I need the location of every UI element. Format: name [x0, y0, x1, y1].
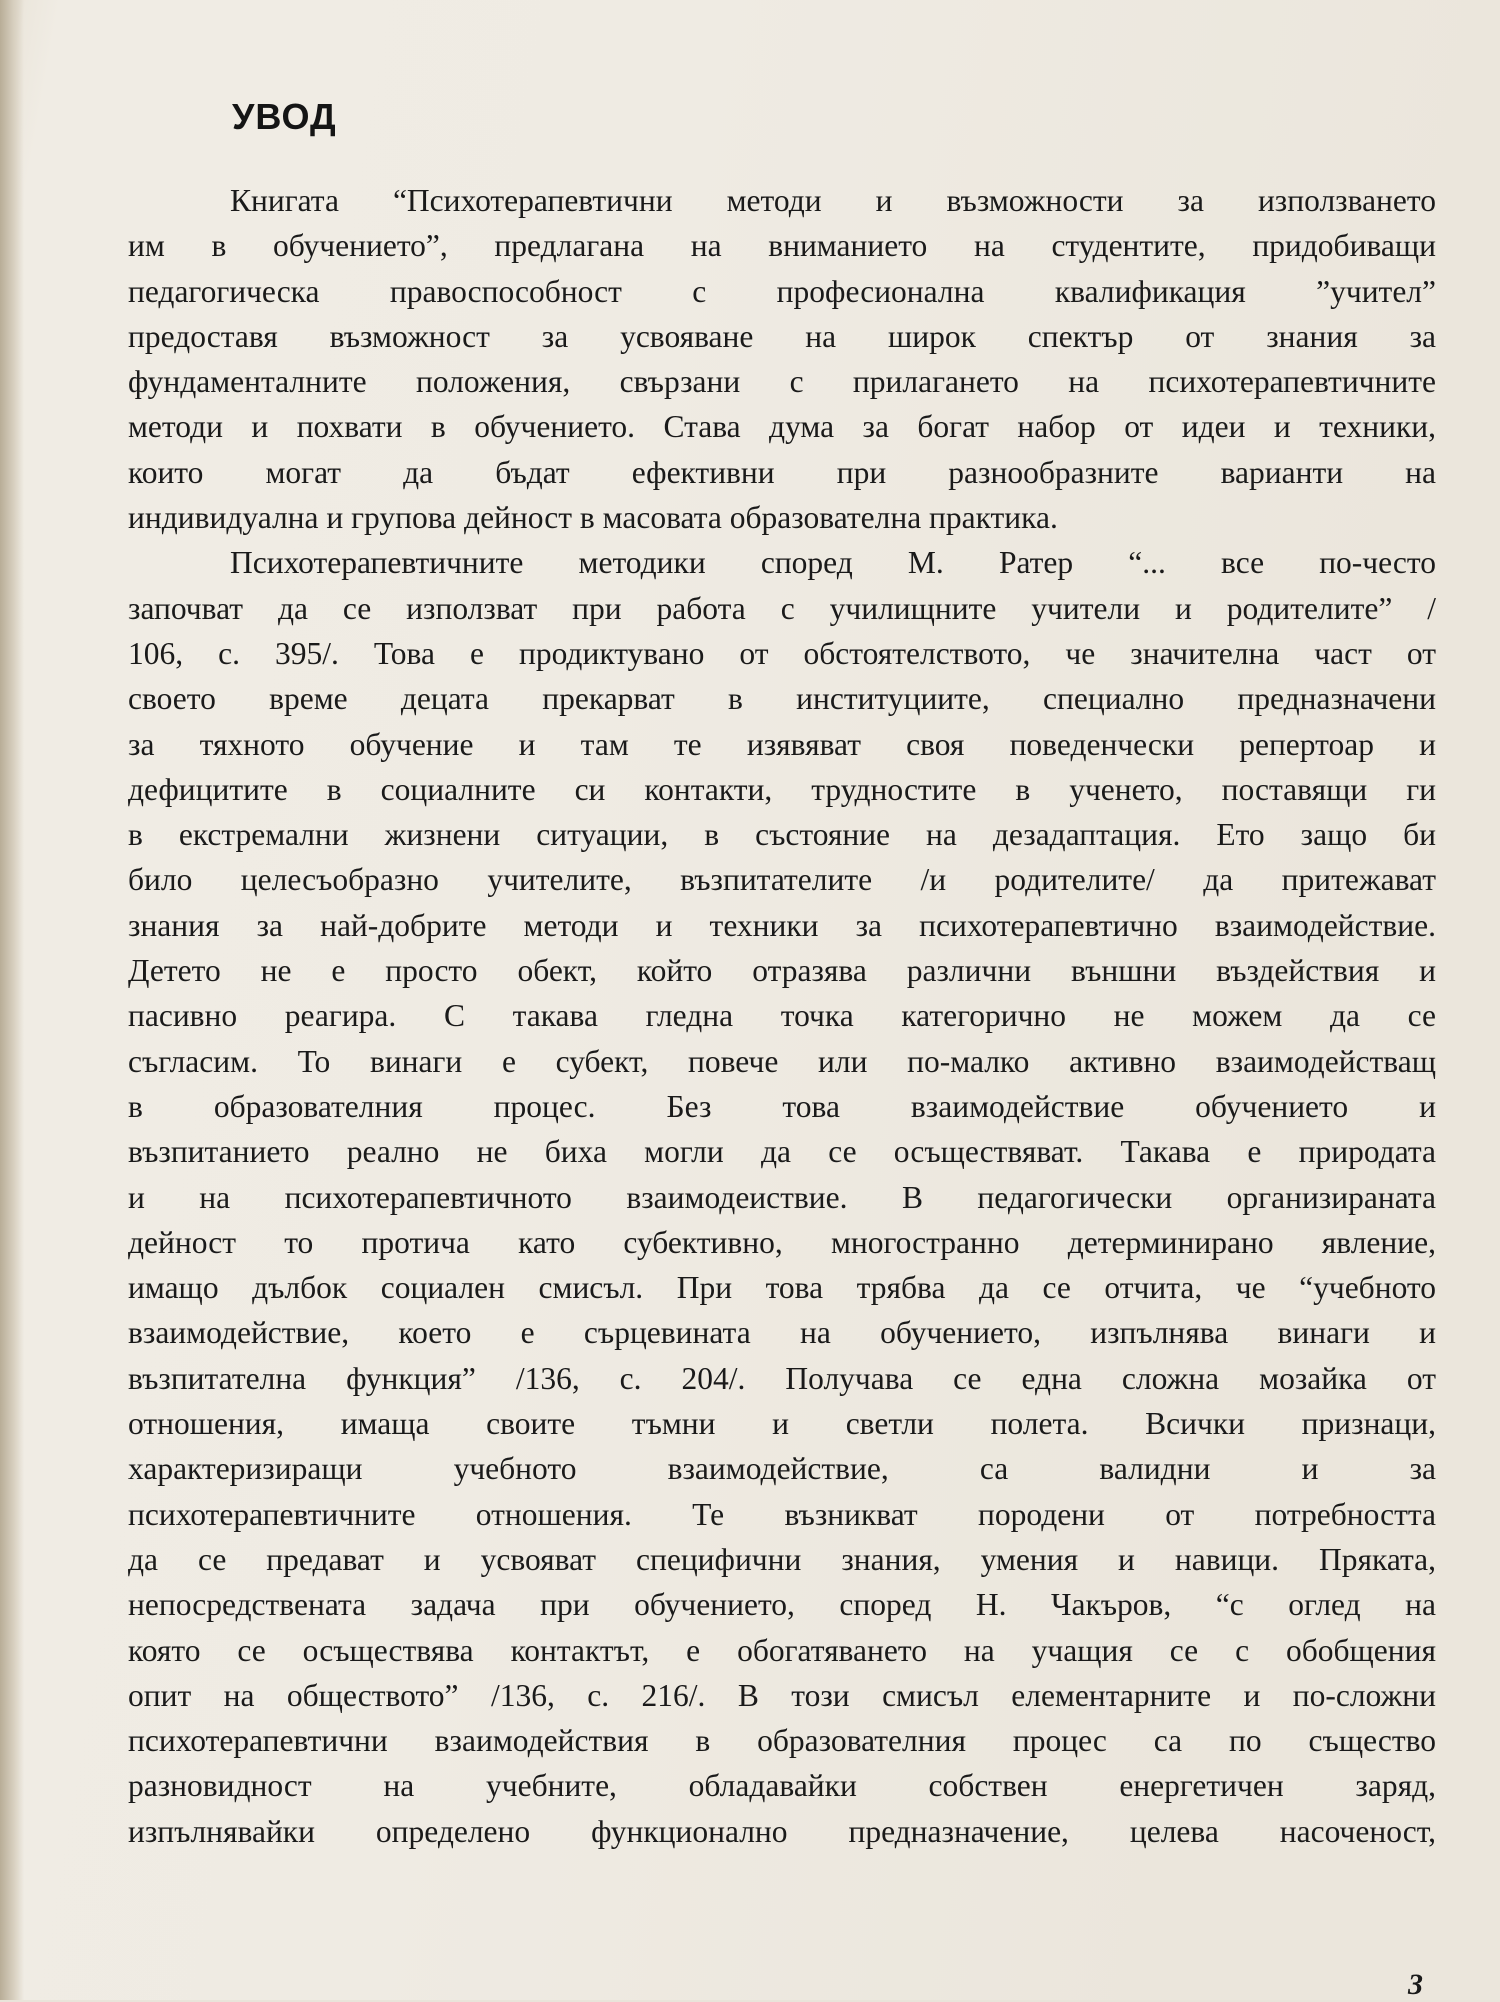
- text-line: своето време децата прекарват в институциите, специално предназначени: [128, 681, 1436, 717]
- text-line: дефицитите в социалните си контакти, трудностите в ученето, поставящи ги: [128, 771, 1436, 807]
- text-line: знания за най-добрите методи и техники за психотерапевтично взаимодействие.: [128, 907, 1436, 943]
- text-line: в образователния процес. Без това взаимодействие обучението и: [128, 1088, 1436, 1124]
- text-line: възпитанието реално не биха могли да се осъществяват. Такава е природата: [128, 1134, 1436, 1170]
- text-line: и на психотерапевтичното взаимодеиствие. В педагогически организираната: [128, 1179, 1436, 1215]
- text-line: започват да се използват при работа с училищните учители и родителите” /: [128, 590, 1436, 626]
- section-heading: УВОД: [232, 96, 337, 137]
- text-line: имащо дълбок социален смисъл. При това трябва да се отчита, че “учебното: [128, 1270, 1436, 1306]
- text-line: за тяхното обучение и там те изявяват своя поведенчески репертоар и: [128, 726, 1436, 762]
- text-line: взаимодействие, което е сърцевината на обучението, изпълнява винаги и: [128, 1315, 1436, 1351]
- text-line: Психотерапевтичните методики според М. Ратер “... все по-често: [230, 545, 1436, 581]
- text-line: непосредствената задача при обучението, според Н. Чакъров, “с оглед на: [128, 1587, 1436, 1623]
- binding-shadow: [0, 0, 24, 2000]
- text-line: предоставя възможност за усвояване на широк спектър от знания за: [128, 318, 1436, 354]
- text-line: изпълнявайки определено функционално предназначение, целева насоченост,: [128, 1813, 1436, 1849]
- text-line: които могат да бъдат ефективни при разнообразните варианти на: [128, 454, 1436, 490]
- body-text: [128, 178, 1436, 1854]
- text-line: било целесъобразно учителите, възпитателите /и родителите/ да притежават: [128, 862, 1436, 898]
- text-line: възпитателна функция” /136, с. 204/. Получава се една сложна мозайка от: [128, 1360, 1436, 1396]
- text-line: отношения, имаща своите тъмни и светли полета. Всички признаци,: [128, 1406, 1436, 1442]
- text-line: Книгата “Психотерапевтични методи и възможности за използването: [230, 183, 1436, 218]
- text-line: методи и похвати в обучението. Става дума за богат набор от идеи и техники,: [128, 409, 1436, 445]
- text-line: педагогическа правоспособност с професионална квалификация ”учител”: [128, 273, 1436, 309]
- text-line: 106, с. 395/. Това е продиктувано от обстоятелството, че значителна част от: [128, 635, 1436, 671]
- text-line: да се предават и усвояват специфични знания, умения и навици. Пряката,: [128, 1541, 1436, 1577]
- text-line: която се осъществява контактът, е обогатяването на учащия се с обобщения: [128, 1632, 1436, 1668]
- text-line: фундаменталните положения, свързани с прилагането на психотерапевтичните: [128, 364, 1436, 400]
- text-line: пасивно реагира. С такава гледна точка категорично не можем да се: [128, 998, 1436, 1034]
- text-line: Детето не е просто обект, който отразява различни външни въздействия и: [128, 953, 1436, 989]
- text-line: в екстремални жизнени ситуации, в състояние на дезадаптация. Ето защо би: [128, 817, 1436, 853]
- text-line: индивидуална и групова дейност в масовата образователна практика.: [128, 500, 1058, 536]
- text-line: разновидност на учебните, обладавайки собствен енергетичен заряд,: [128, 1768, 1436, 1804]
- text-line: характеризиращи учебното взаимодействие, са валидни и за: [128, 1451, 1436, 1487]
- text-line: психотерапевтичните отношения. Те възникват породени от потребността: [128, 1496, 1436, 1532]
- page-number: 3: [1408, 1968, 1423, 2001]
- text-line: психотерапевтични взаимодействия в образователния процес са по същество: [128, 1723, 1436, 1759]
- text-line: дейност то протича като субективно, многостранно детерминирано явление,: [128, 1224, 1436, 1260]
- text-line: опит на обществото” /136, с. 216/. В този смисъл елементарните и по-сложни: [128, 1677, 1436, 1713]
- text-line: им в обучението”, предлагана на вниманието на студентите, придобиващи: [128, 228, 1436, 264]
- text-line: съгласим. То винаги е субект, повече или по-малко активно взаимодействащ: [128, 1043, 1436, 1079]
